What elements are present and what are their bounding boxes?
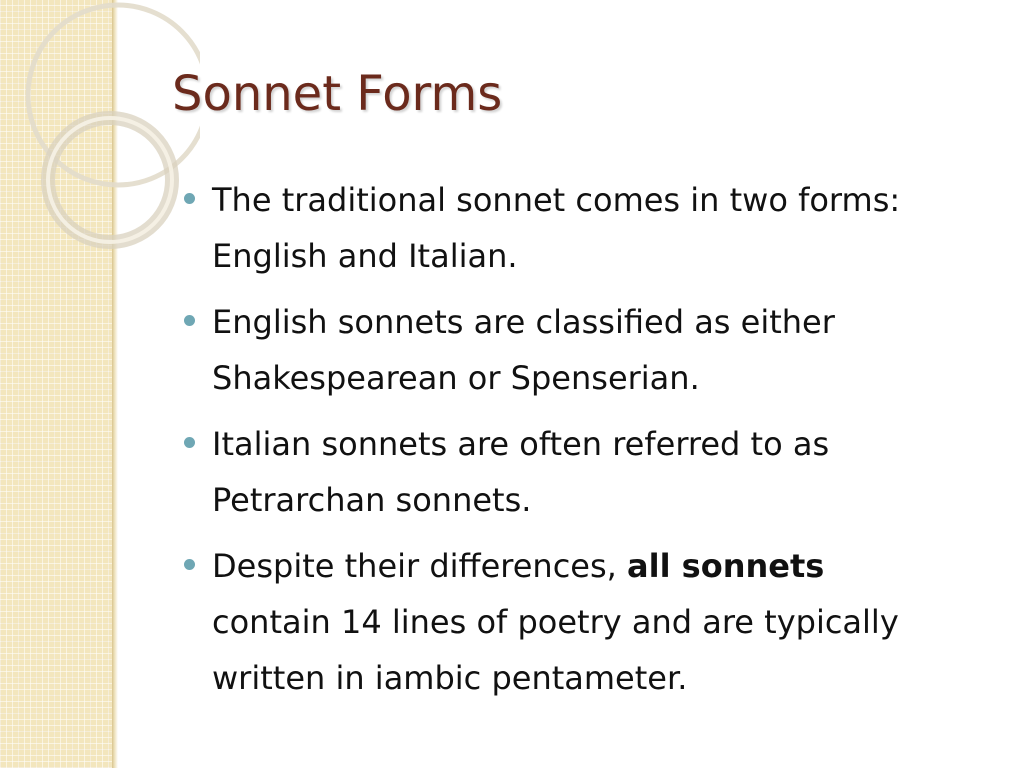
bullet-dot-icon — [184, 193, 195, 204]
bullet-text: English sonnets are classified as either Shakespearean or Spenserian. — [212, 303, 835, 397]
bullet-text-before: Despite their differences, — [212, 547, 627, 585]
bullet-text-bold: all sonnets — [627, 547, 825, 585]
bullet-dot-icon — [184, 559, 195, 570]
bullet-text: Italian sonnets are often referred to as Petrarchan sonnets. — [212, 425, 830, 519]
slide-title: Sonnet Forms — [172, 66, 503, 122]
rings-decoration — [0, 0, 200, 260]
bullet-dot-icon — [184, 315, 195, 326]
bullet-item — [212, 172, 952, 284]
bullet-list — [212, 172, 952, 716]
bullet-item — [212, 538, 952, 706]
bullet-item — [212, 416, 952, 528]
bullet-dot-icon — [184, 437, 195, 448]
bullet-text: The traditional sonnet comes in two forms: English and Italian. — [212, 181, 901, 275]
bullet-text-after: contain 14 lines of poetry and are typically written in iambic pentameter. — [212, 603, 899, 697]
bullet-item — [212, 294, 952, 406]
